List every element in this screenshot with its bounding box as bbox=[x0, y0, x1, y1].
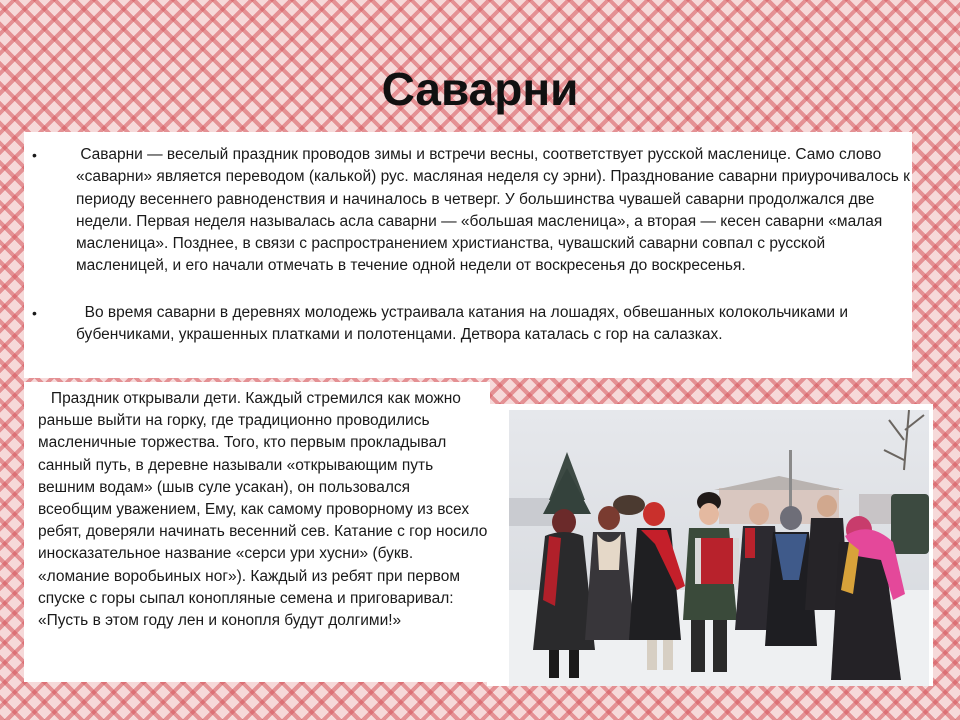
bullet-text: Саварни — веселый праздник проводов зимы и встречи весны, соответствует русской масленице. Само слово «саварни» является переводом (калькой) рус. масляная неделя су эрни). Празднование саварни приурочивалось к периоду весеннего равноденствия и начиналось в четверг. У большинства чувашей саварни продолжался две недели. Первая неделя называлась асла саварни — «большая масленица», а вторая — кесен саварни «малая масленица». Позднее, в связи с распространением христианства, чувашский саварни совпал с русской масленицей, и его начали отмечать в течение одной недели от воскресенья до воскресенья. bbox=[76, 146, 915, 275]
bullet-marker: • bbox=[32, 305, 37, 321]
photo-frame bbox=[487, 404, 933, 686]
side-paragraph: Праздник открывали дети. Каждый стремился как можно раньше выйти на горку, где традиционно проводились масленичные торжества. Того, кто первым прокладывал санный путь, в деревне называли «открывающим путь вешним водам» (шыв суле усакан), он пользовался всеобщим уважением, Ему, как самому проворному из всех ребят, доверяли начинать весенний сев. Катание с гор носило иносказательное название «серси ури хусни» (букв. «ломание воробьиных ног»). Каждый из ребят при первом спуске с горы сыпал конопляные семена и приговаривал: «Пусть в этом году лен и конопля будут долгими!» bbox=[38, 390, 488, 630]
slide-title: Саварни bbox=[381, 63, 579, 115]
bullet-list bbox=[24, 132, 915, 378]
festival-photo bbox=[509, 410, 929, 686]
side-text-panel bbox=[24, 382, 490, 682]
bullet-marker: • bbox=[32, 147, 37, 163]
bullet-text: Во время саварни в деревнях молодежь устраивала катания на лошадях, обвешанных колокольчиками и бубенчиками, украшенных платками и полотенцами. Детвора каталась с гор на салазках. bbox=[76, 304, 853, 344]
